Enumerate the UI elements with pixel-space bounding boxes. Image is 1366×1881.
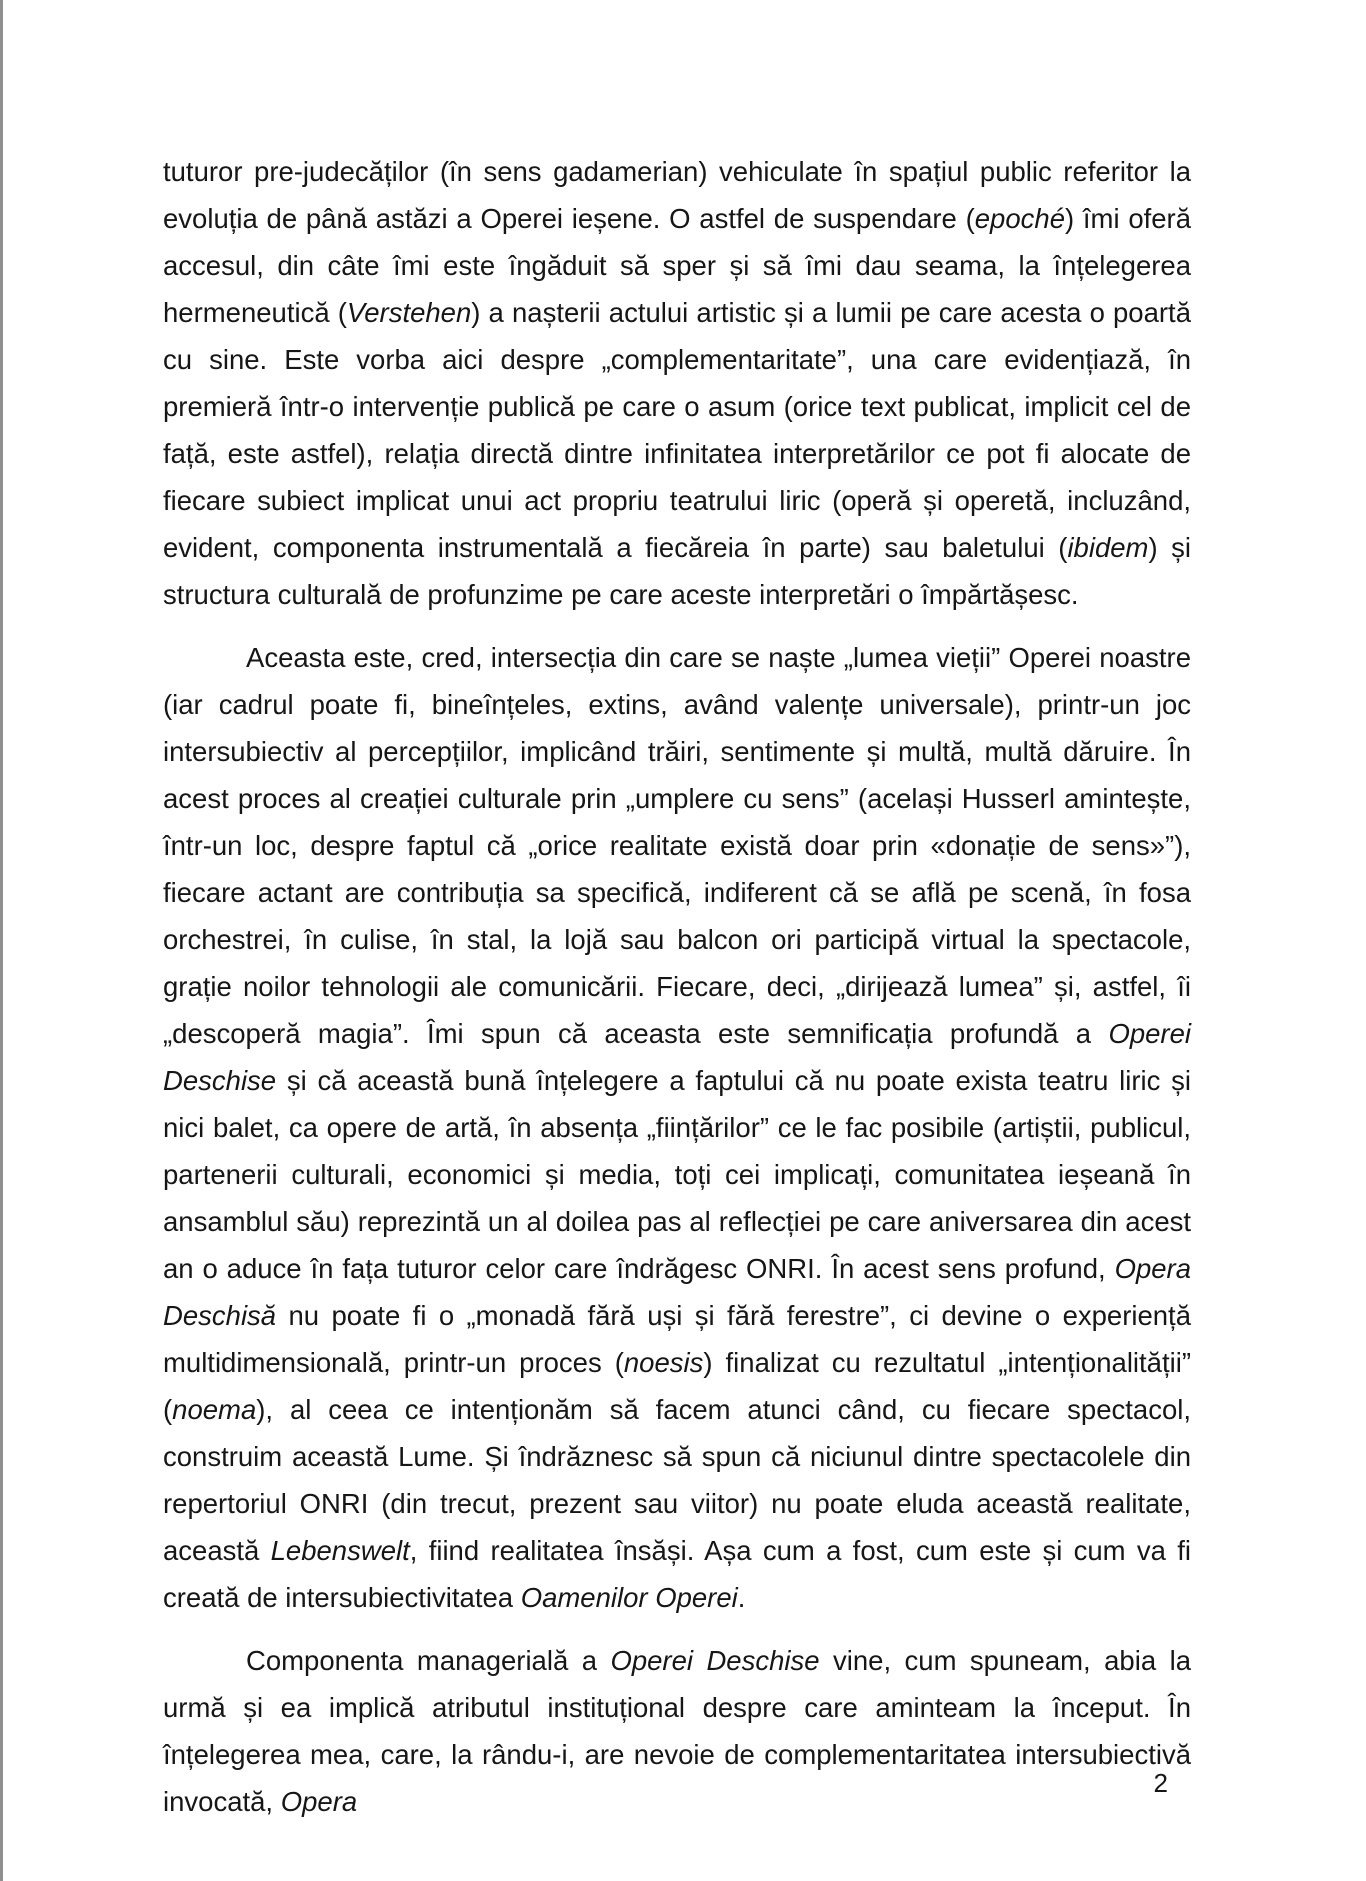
text-run: . [737,1582,746,1613]
italic-run: Verstehen [346,297,472,328]
text-run: nu poate fi o „monadă fără uși și fără ferestre”, ci devine o experiență multidimensională, printr-un proces ( [163,1300,1191,1378]
text-run: ) finalizat cu rezultatul „intenționalității” ( [163,1347,1191,1425]
paragraph [163,634,1191,1621]
text-run: , fiind realitatea însăși. Așa cum a fost, cum este și cum va fi creată de intersubiectivitatea [163,1535,1191,1613]
italic-run: Oamenilor Operei [520,1582,738,1613]
scan-edge-line [0,0,3,1881]
text-run: ) a nașterii actului artistic și a lumii pe care acesta o poartă cu sine. Este vorba aici despre „complementaritate”, una care evidențiază, în premieră într-o intervenție publică pe care o asum (orice text publicat, implicit cel de față, este astfel), relația directă dintre infinitatea interpretărilor ce pot fi alocate de fiecare subiect implicat unui act propriu teatrului liric (operă și operetă, incluzând, evident, componenta instrumentală a fiecăreia în parte) sau baletului ( [163,297,1191,563]
text-run: și că această bună înțelegere a faptului că nu poate exista teatru liric și nici balet, ca opere de artă, în absența „ființărilor” ce le fac posibile (artiștii, publicul, partenerii culturali, economici și media, toți cei implicați, comunitatea ieșeană în ansamblul său) reprezintă un al doilea pas al reflecției pe care aniversarea din acest an o aduce în fața tuturor celor care îndrăgesc ONRI. În acest sens profund, [163,1065,1191,1284]
italic-run: Opera Deschisă [163,1253,1191,1331]
italic-run: Opera [280,1786,358,1817]
text-run: tuturor pre-judecăților (în sens gadamerian) vehiculate în spațiul public referitor la evoluția de până astăzi a Operei ieșene. O astfel de suspendare ( [163,156,1191,234]
text-run: ) și structura culturală de profunzime pe care aceste interpretări o împărtășesc. [163,532,1191,610]
italic-run: Operei Deschise [163,1018,1191,1096]
text-run: Componenta managerială a [246,1645,611,1676]
italic-run: Lebenswelt [270,1535,410,1566]
text-run: vine, cum spuneam, abia la urmă și ea implică atributul instituțional despre care aminteam la început. În înțelegerea mea, care, la rându-i, are nevoie de complementaritatea intersubiectivă invocată, [163,1645,1191,1817]
page-number: 2 [1153,1768,1168,1798]
italic-run: epoché [974,203,1065,234]
italic-run: noesis [623,1347,704,1378]
paragraph [163,148,1191,618]
italic-run: Operei Deschise [610,1645,820,1676]
italic-run: noema [172,1394,257,1425]
italic-run: ibidem [1067,532,1149,563]
text-run: ), al ceea ce intenționăm să facem atunci când, cu fiecare spectacol, construim această Lume. Și îndrăznesc să spun că niciunul dintre spectacolele din repertoriul ONRI (din trecut, prezent sau viitor) nu poate eluda această realitate, această [163,1394,1191,1566]
text-run: ) îmi oferă accesul, din câte îmi este îngăduit să sper și să îmi dau seama, la înțelegerea hermeneutică ( [163,203,1192,328]
document-body [163,148,1191,1841]
text-run: Aceasta este, cred, intersecția din care se naște „lumea vieții” Operei noastre (iar cadrul poate fi, bineînțeles, extins, având valențe universale), printr-un joc intersubiectiv al percepțiilor, implicând trăiri, sentimente și multă, multă dăruire. În acest proces al creației culturale prin „umplere cu sens” (același Husserl amintește, într-un loc, despre faptul că „orice realitate există doar prin «donație de sens»”), fiecare actant are contribuția sa specifică, indiferent că se află pe scenă, în fosa orchestrei, în culise, în stal, la lojă sau balcon ori participă virtual la spectacole, grație noilor tehnologii ale comunicării. Fiecare, deci, „dirijează lumea” și, astfel, îi „descoperă magia”. Îmi spun că aceasta este semnificația profundă a [163,642,1191,1049]
